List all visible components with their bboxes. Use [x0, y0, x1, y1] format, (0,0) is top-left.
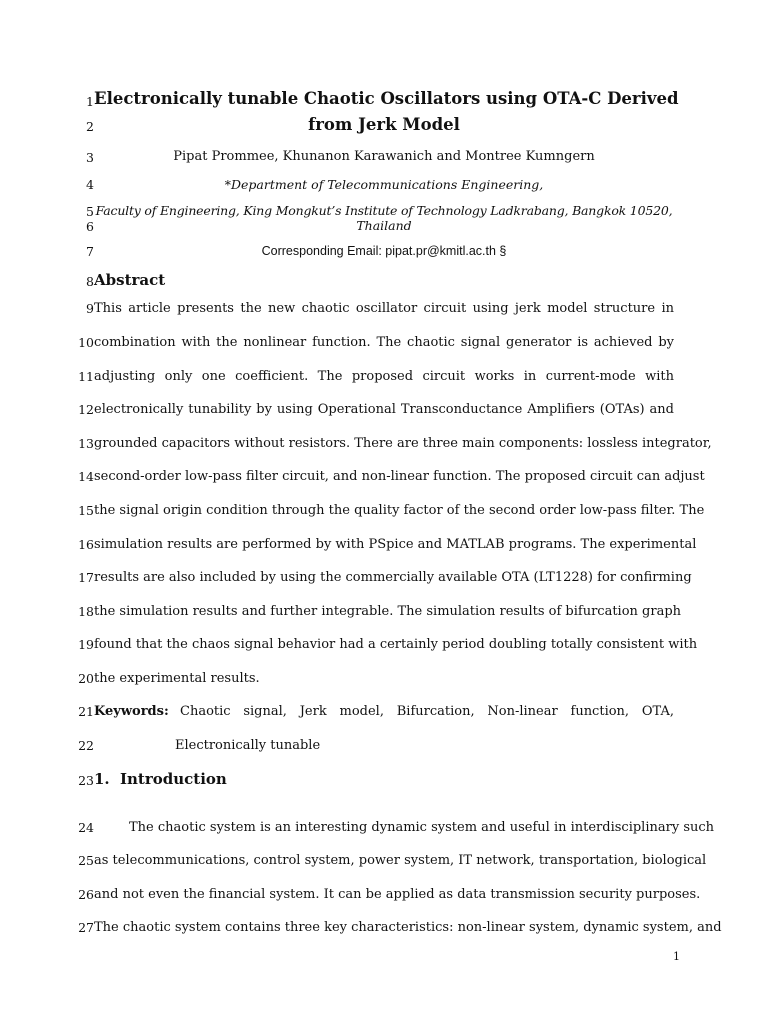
- author-list: Pipat Prommee, Khunanon Karawanich and Montree Kumngern: [173, 149, 595, 164]
- line-number: 13: [78, 436, 94, 451]
- line-number: 20: [78, 671, 94, 686]
- line-number: 24: [78, 820, 94, 835]
- line-number: 25: [78, 853, 94, 868]
- line-number: 16: [78, 537, 94, 552]
- line-number: 27: [78, 920, 94, 935]
- line-number: 6: [86, 219, 94, 234]
- abstract-heading: Abstract: [94, 271, 166, 289]
- keywords-list-continued: Electronically tunable: [175, 738, 321, 753]
- keywords-list: Chaotic signal, Jerk model, Bifurcation, Non-linear function, OTA,: [180, 704, 674, 719]
- paper-title-line-2: from Jerk Model: [308, 115, 460, 134]
- section-heading-introduction: Introduction: [120, 770, 227, 788]
- abstract-line: second-order low-pass filter circuit, and non-linear function. The proposed circuit can adjust: [94, 469, 705, 484]
- line-number: 17: [78, 570, 94, 585]
- corresponding-email: Corresponding Email: pipat.pr@kmitl.ac.th §: [261, 244, 507, 258]
- line-number: 1: [86, 94, 94, 109]
- line-number: 4: [86, 177, 94, 192]
- abstract-line: grounded capacitors without resistors. There are three main components: lossless integrator,: [94, 436, 712, 451]
- abstract-line: simulation results are performed by with PSpice and MATLAB programs. The experimental: [94, 537, 697, 552]
- paper-title-line-1: Electronically tunable Chaotic Oscillators using OTA-C Derived: [94, 89, 679, 108]
- affiliation-department: *Department of Telecommunications Engineering,: [224, 177, 544, 192]
- line-number: 21: [78, 704, 94, 719]
- abstract-line: combination with the nonlinear function. The chaotic signal generator is achieved by: [94, 335, 674, 350]
- line-number: 8: [86, 274, 94, 289]
- line-number: 23: [78, 773, 94, 788]
- line-number: 12: [78, 402, 94, 417]
- line-number: 9: [86, 301, 94, 316]
- line-number: 19: [78, 637, 94, 652]
- line-number: 2: [86, 119, 94, 134]
- abstract-line: electronically tunability by using Operational Transconductance Amplifiers (OTAs) and: [94, 402, 674, 417]
- introduction-line: as telecommunications, control system, power system, IT network, transportation, biological: [94, 853, 707, 868]
- abstract-line: the experimental results.: [94, 671, 260, 686]
- keywords-label: Keywords:: [94, 704, 169, 719]
- affiliation-faculty: Faculty of Engineering, King Mongkut’s Institute of Technology Ladkrabang, Bangkok 10520,: [95, 203, 673, 218]
- abstract-line: the simulation results and further integrable. The simulation results of bifurcation graph: [94, 604, 682, 619]
- abstract-line: found that the chaos signal behavior had a certainly period doubling totally consistent with: [94, 637, 698, 652]
- line-number: 26: [78, 887, 94, 902]
- affiliation-country: Thailand: [356, 218, 412, 233]
- line-number: 5: [86, 204, 94, 219]
- line-number: 18: [78, 604, 94, 619]
- line-number: 11: [78, 369, 94, 384]
- introduction-line: and not even the financial system. It can be applied as data transmission security purposes.: [94, 887, 701, 902]
- line-number: 3: [86, 150, 94, 165]
- line-number: 7: [86, 244, 94, 259]
- introduction-line: The chaotic system contains three key characteristics: non-linear system, dynamic system, and: [94, 920, 722, 935]
- line-number: 14: [78, 469, 94, 484]
- abstract-line: This article presents the new chaotic oscillator circuit using jerk model structure in: [94, 301, 674, 316]
- abstract-line: results are also included by using the commercially available OTA (LT1228) for confirming: [94, 570, 692, 585]
- line-number: 10: [78, 335, 94, 350]
- page-number: 1: [673, 950, 680, 963]
- introduction-line: The chaotic system is an interesting dynamic system and useful in interdisciplinary such: [129, 820, 715, 835]
- section-number: 1.: [94, 770, 110, 788]
- abstract-line: adjusting only one coefficient. The proposed circuit works in current-mode with: [94, 369, 674, 384]
- line-number: 22: [78, 738, 94, 753]
- abstract-line: the signal origin condition through the quality factor of the second order low-pass filter. The: [94, 503, 705, 518]
- line-number: 15: [78, 503, 94, 518]
